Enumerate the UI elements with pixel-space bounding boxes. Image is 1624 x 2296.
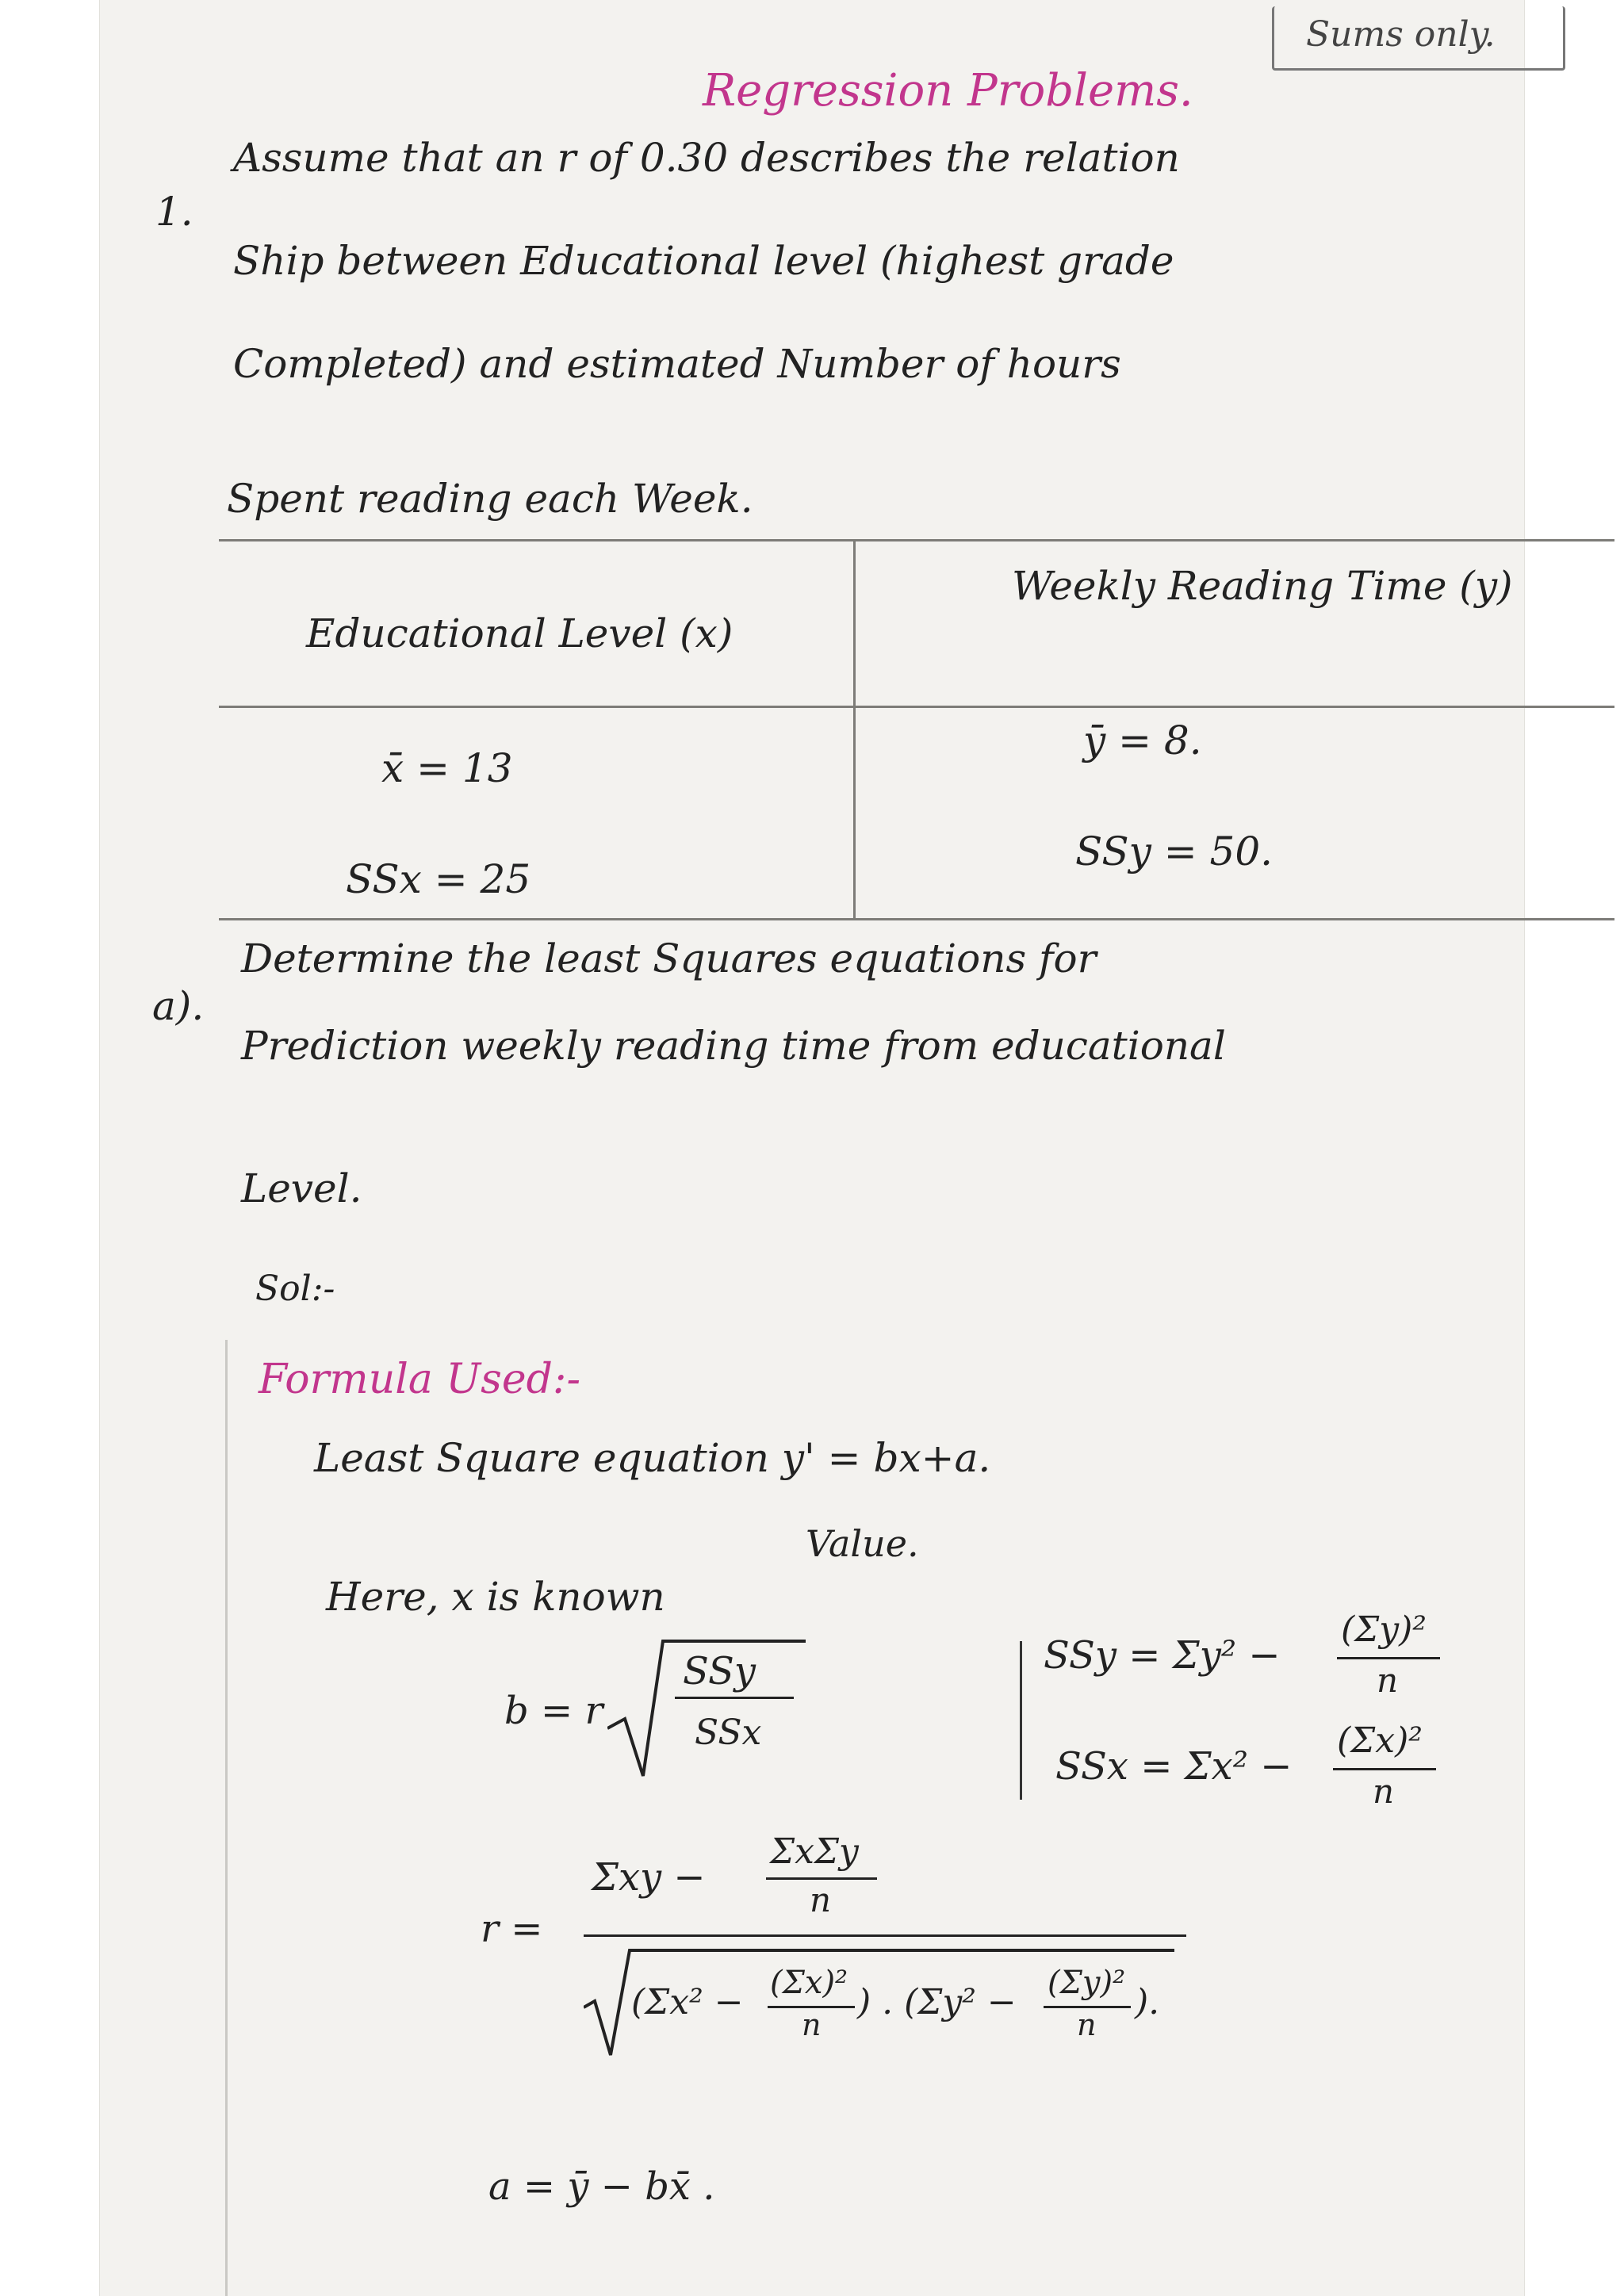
b-formula-lhs: b = r <box>504 1689 603 1733</box>
problem-line-2: Ship between Educational level (highest grade <box>233 238 1174 284</box>
r-formula-numerator-sxy: Σxy − <box>592 1855 706 1900</box>
b-formula-numerator: SSy <box>683 1649 756 1693</box>
r-formula-den-frac1-bot: n <box>802 2007 822 2042</box>
r-formula-inner-bar <box>766 1877 877 1880</box>
sums-only-note <box>1272 6 1565 71</box>
ssx-formula-denominator: n <box>1373 1772 1395 1811</box>
table-ssx: SSx = 25 <box>346 856 531 902</box>
sums-only-text: Sums only. <box>1306 14 1496 55</box>
solution-label: Sol:- <box>255 1269 335 1309</box>
r-formula-den-end: ). <box>1135 1982 1160 2022</box>
table-top-rule <box>219 539 1614 541</box>
problem-number: 1. <box>155 189 193 235</box>
part-a-label: a). <box>152 983 205 1029</box>
b-formula-denominator: SSx <box>695 1712 762 1753</box>
table-col1-header: Educational Level (x) <box>306 610 733 656</box>
r-formula-den-frac2-top: (Σy)² <box>1048 1965 1126 2001</box>
r-formula-den-frac2-bot: n <box>1077 2007 1097 2042</box>
r-formula-den-part1: (Σx² − <box>631 1982 744 2022</box>
ssx-formula-lhs: SSx = Σx² − <box>1055 1744 1293 1789</box>
part-a-line-3: Level. <box>241 1165 362 1211</box>
table-bottom-rule <box>219 918 1614 920</box>
page-title: Regression Problems. <box>703 65 1193 117</box>
here-line: Here, x is known <box>326 1574 665 1620</box>
table-ssy: SSy = 50. <box>1075 828 1274 874</box>
part-a-line-1: Determine the least Squares equations for <box>241 936 1097 982</box>
solution-margin-line <box>225 1340 228 2296</box>
ssy-formula-fraction-bar <box>1337 1657 1440 1659</box>
a-formula: a = ȳ − bx̄ . <box>488 2164 715 2209</box>
problem-line-1: Assume that an r of 0.30 describes the relation <box>233 135 1180 181</box>
problem-line-4: Spent reading each Week. <box>227 476 753 522</box>
ssy-formula-lhs: SSy = Σy² − <box>1044 1633 1281 1678</box>
ssy-formula-denominator: n <box>1377 1661 1399 1700</box>
problem-line-3: Completed) and estimated Number of hours <box>233 341 1121 387</box>
r-formula-den-frac1-top: (Σx)² <box>770 1965 848 2001</box>
formula-divider <box>1020 1641 1022 1800</box>
notebook-page <box>100 0 1524 2296</box>
table-y-mean: ȳ = 8. <box>1083 718 1202 763</box>
ssx-formula-fraction-bar <box>1333 1768 1436 1770</box>
ssy-formula-numerator: (Σy)² <box>1341 1609 1427 1650</box>
table-column-rule <box>853 539 856 920</box>
data-table <box>219 507 1614 920</box>
r-formula-main-bar <box>584 1934 1186 1937</box>
part-a-line-2: Prediction weekly reading time from educational <box>241 1023 1226 1069</box>
r-formula-numerator-n: n <box>810 1881 832 1919</box>
table-header-rule <box>219 706 1614 708</box>
table-col2-header: Weekly Reading Time (y) <box>1012 563 1513 609</box>
formula-heading: Formula Used:- <box>259 1356 581 1403</box>
least-square-equation: Least Square equation y' = bx+a. <box>314 1435 991 1481</box>
ssx-formula-numerator: (Σx)² <box>1337 1720 1423 1761</box>
table-x-mean: x̄ = 13 <box>381 745 513 791</box>
r-formula-numerator-sxsy: ΣxΣy <box>770 1831 859 1872</box>
r-formula-lhs: r = <box>481 1907 543 1951</box>
value-label: Value. <box>806 1522 919 1565</box>
r-formula-den-mid: ) . (Σy² − <box>857 1982 1017 2022</box>
b-formula-fraction-bar <box>675 1697 794 1699</box>
